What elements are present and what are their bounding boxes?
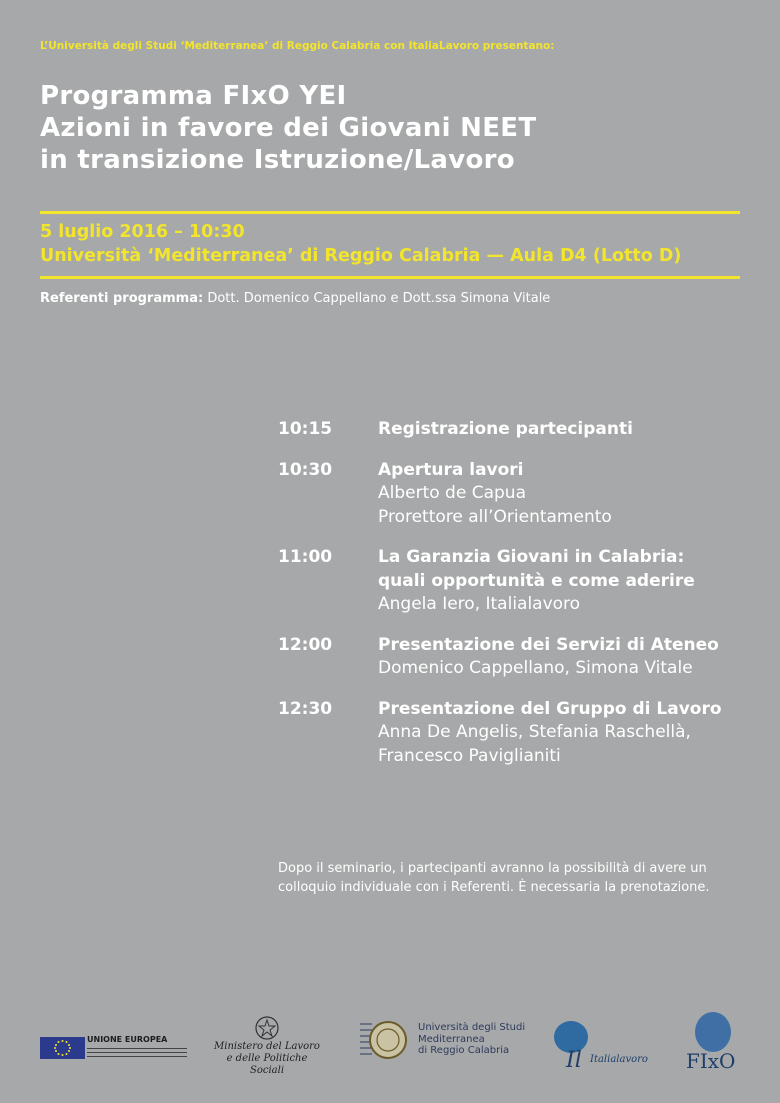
schedule-row xyxy=(278,698,748,769)
schedule-time: 10:30 xyxy=(278,459,333,480)
italia-lavoro-name: Italialavoro xyxy=(590,1054,648,1065)
schedule-speaker: Francesco Paviglianiti xyxy=(378,745,561,766)
schedule xyxy=(278,418,748,785)
schedule-time: 10:15 xyxy=(278,419,333,439)
schedule-speaker: Angela Iero, Italialavoro xyxy=(378,594,581,614)
ministry-logo xyxy=(212,1015,322,1077)
divider-bottom xyxy=(40,276,740,279)
schedule-speaker-role: Prorettore all’Orientamento xyxy=(378,506,612,527)
divider-top xyxy=(40,211,740,214)
italia-lavoro-logo xyxy=(553,1013,648,1075)
eu-logo-title: UNIONE EUROPEA xyxy=(87,1035,168,1044)
svg-text:FIxO: FIxO xyxy=(686,1049,736,1072)
schedule-title: Presentazione dei Servizi di Ateneo xyxy=(378,634,719,655)
booking-note: Dopo il seminario, i partecipanti avranno la possibilità di avere un colloquio individuale con i Referenti. È necessaria la prenotazione. xyxy=(278,861,710,895)
schedule-speaker: Anna De Angelis, Stefania Raschellà, xyxy=(378,722,691,742)
schedule-row xyxy=(278,418,748,442)
italia-lavoro-mark-icon xyxy=(553,1013,593,1071)
schedule-time: 12:30 xyxy=(278,698,333,719)
schedule-speaker: Alberto de Capua xyxy=(378,483,526,503)
italian-emblem-icon xyxy=(254,1015,280,1041)
event-venue: Università ‘Mediterranea’ di Reggio Calabria — Aula D4 (Lotto D) xyxy=(40,246,682,266)
event-date: 5 luglio 2016 – 10:30 xyxy=(40,222,245,242)
schedule-title: La Garanzia Giovani in Calabria: quali opportunità e come aderire xyxy=(378,547,695,591)
schedule-time: 11:00 xyxy=(278,547,333,567)
schedule-title: Apertura lavori xyxy=(378,459,524,480)
university-name xyxy=(418,1022,538,1057)
schedule-row xyxy=(278,459,748,530)
referents-names: Dott. Domenico Cappellano e Dott.ssa Simona Vitale xyxy=(207,291,551,306)
university-seal-icon xyxy=(360,1018,414,1068)
university-name-line1: Università degli Studi xyxy=(418,1022,526,1033)
eu-flag-icon xyxy=(40,1037,85,1059)
title-line-2: Azioni in favore dei Giovani NEET xyxy=(40,113,537,143)
schedule-row xyxy=(278,634,748,681)
schedule-row xyxy=(278,546,748,617)
referents xyxy=(40,291,550,306)
schedule-time: 12:00 xyxy=(278,634,333,655)
page-title xyxy=(40,80,536,176)
university-name-line3: di Reggio Calabria xyxy=(418,1045,510,1056)
intro-text: L’Università degli Studi ‘Mediterranea’ di Reggio Calabria con ItaliaLavoro presentano: xyxy=(40,40,555,52)
eu-logo-fineprint xyxy=(87,1045,187,1057)
schedule-speaker: Domenico Cappellano, Simona Vitale xyxy=(378,658,693,678)
ministry-name: Ministero del Lavoro e delle Politiche Sociali xyxy=(214,1041,320,1076)
schedule-title: Registrazione partecipanti xyxy=(378,419,633,439)
svg-text:Il: Il xyxy=(566,1048,582,1071)
university-name-line2: Mediterranea xyxy=(418,1033,485,1045)
title-line-1: Programma FIxO YEI xyxy=(40,81,347,111)
referents-label: Referenti programma: xyxy=(40,291,204,306)
fixo-logo-icon xyxy=(683,1010,743,1076)
title-line-3: in transizione Istruzione/Lavoro xyxy=(40,145,515,175)
schedule-title: Presentazione del Gruppo di Lavoro xyxy=(378,698,722,719)
partner-logos xyxy=(0,1005,780,1085)
